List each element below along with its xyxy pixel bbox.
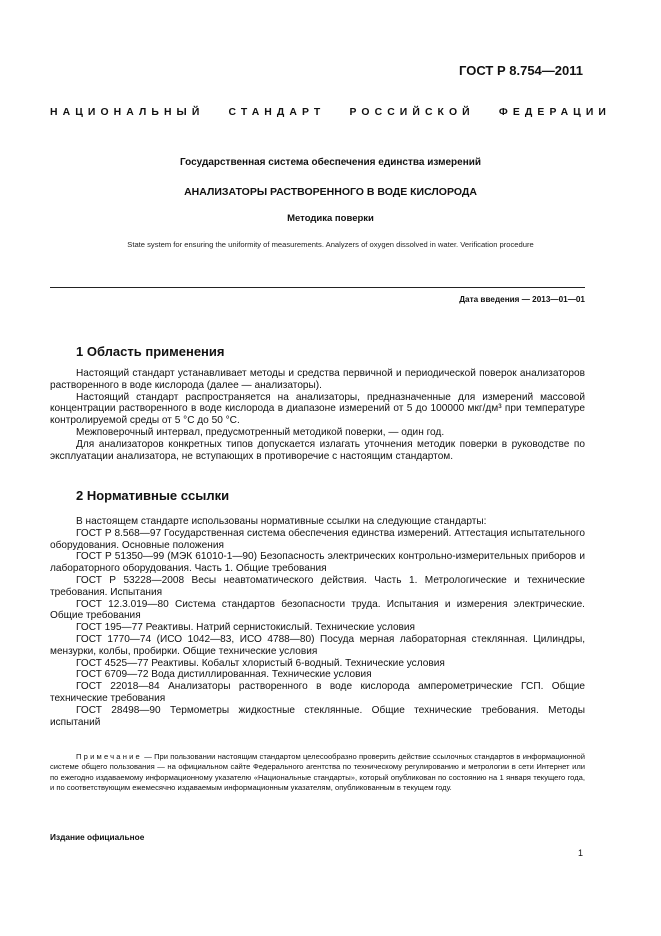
paragraph: Настоящий стандарт устанавливает методы и средства первичной и периодической поверок анализаторов растворенного в воде кислорода (далее — анализаторы).	[50, 368, 585, 391]
english-title: State system for ensuring the uniformity of measurements. Analyzers of oxygen dissolved in water. Verification procedure	[127, 240, 534, 249]
note	[50, 752, 585, 793]
document-code: ГОСТ Р 8.754—2011	[459, 63, 583, 78]
reference-item: ГОСТ 28498—90 Термометры жидкостные стеклянные. Общие технические требования. Методы испытаний	[50, 704, 585, 728]
note-text: — При пользовании настоящим стандартом целесообразно проверить действие ссылочных стандартов в информационной системе общего пользования — на официальном сайте Федерального агентства по техническому регулированию и метрологии в сети Интернет или по ежегодно издаваемому информационному указателю «Национальные стандарты», который опубликован по состоянию на 1 января текущего года, и по соответствующим ежемесячно издаваемым информационным указателям, опубликованным в текущем году.	[50, 752, 585, 792]
paragraph: Межповерочный интервал, предусмотренный методикой поверки, — один год.	[76, 426, 445, 438]
reference-item: ГОСТ 22018—84 Анализаторы растворенного в воде кислорода амперометрические ГСП. Общие технические требования	[50, 681, 585, 704]
note-label: Примечание	[76, 752, 142, 761]
section-2-heading: 2 Нормативные ссылки	[76, 488, 230, 503]
reference-item: ГОСТ 12.3.019—80 Система стандартов безопасности труда. Испытания и измерения электрические. Общие требования	[50, 598, 585, 622]
reference-item: ГОСТ 4525—77 Реактивы. Кобальт хлористый 6-водный. Технические условия	[76, 657, 445, 669]
reference-item: ГОСТ Р 53228—2008 Весы неавтоматического действия. Часть 1. Метрологические и технические требования. Испытания	[50, 574, 585, 598]
paragraph: Настоящий стандарт распространяется на анализаторы, предназначенные для измерений массовой концентрации растворенного в воде кислорода в диапазоне измерений от 5 до 100000 мкг/дм³ при температуре контролируемой среды от 5 °С до 50 °С.	[50, 391, 585, 427]
horizontal-rule	[50, 287, 585, 288]
national-standard-banner: НАЦИОНАЛЬНЫЙ СТАНДАРТ РОССИЙСКОЙ ФЕДЕРАЦИИ	[50, 107, 611, 118]
reference-item: ГОСТ Р 51350—99 (МЭК 61010-1—90) Безопасность электрических контрольно-измерительных приборов и лабораторного оборудования. Часть 1. Общие требования	[50, 551, 585, 575]
section-1-body	[50, 368, 585, 462]
page-number: 1	[577, 848, 583, 858]
reference-item: ГОСТ 1770—74 (ИСО 1042—83, ИСО 4788—80) Посуда мерная лабораторная стеклянная. Цилиндры, мензурки, колбы, пробирки. Общие технические условия	[50, 633, 585, 657]
paragraph: Для анализаторов конкретных типов допускается излагать уточнения методик поверки в руководстве по эксплуатации анализатора, не вступающих в противоречие с настоящим стандартом.	[50, 438, 585, 462]
introduction-date: Дата введения — 2013—01—01	[459, 295, 585, 304]
section-1-heading: 1 Область применения	[76, 344, 225, 359]
sub-title: Методика поверки	[287, 213, 374, 224]
system-title: Государственная система обеспечения единства измерений	[179, 157, 482, 168]
reference-item: ГОСТ Р 8.568—97 Государственная система обеспечения единства измерений. Аттестация испытательного оборудования. Основные положения	[50, 527, 585, 551]
section-2-body	[50, 516, 585, 728]
reference-item: ГОСТ 6709—72 Вода дистиллированная. Технические условия	[76, 669, 372, 681]
paragraph: В настоящем стандарте использованы нормативные ссылки на следующие стандарты:	[76, 516, 487, 527]
official-edition-label: Издание официальное	[50, 832, 145, 842]
reference-item: ГОСТ 195—77 Реактивы. Натрий сернистокислый. Технические условия	[76, 622, 416, 634]
main-title: АНАЛИЗАТОРЫ РАСТВОРЕННОГО В ВОДЕ КИСЛОРОДА	[184, 186, 477, 198]
